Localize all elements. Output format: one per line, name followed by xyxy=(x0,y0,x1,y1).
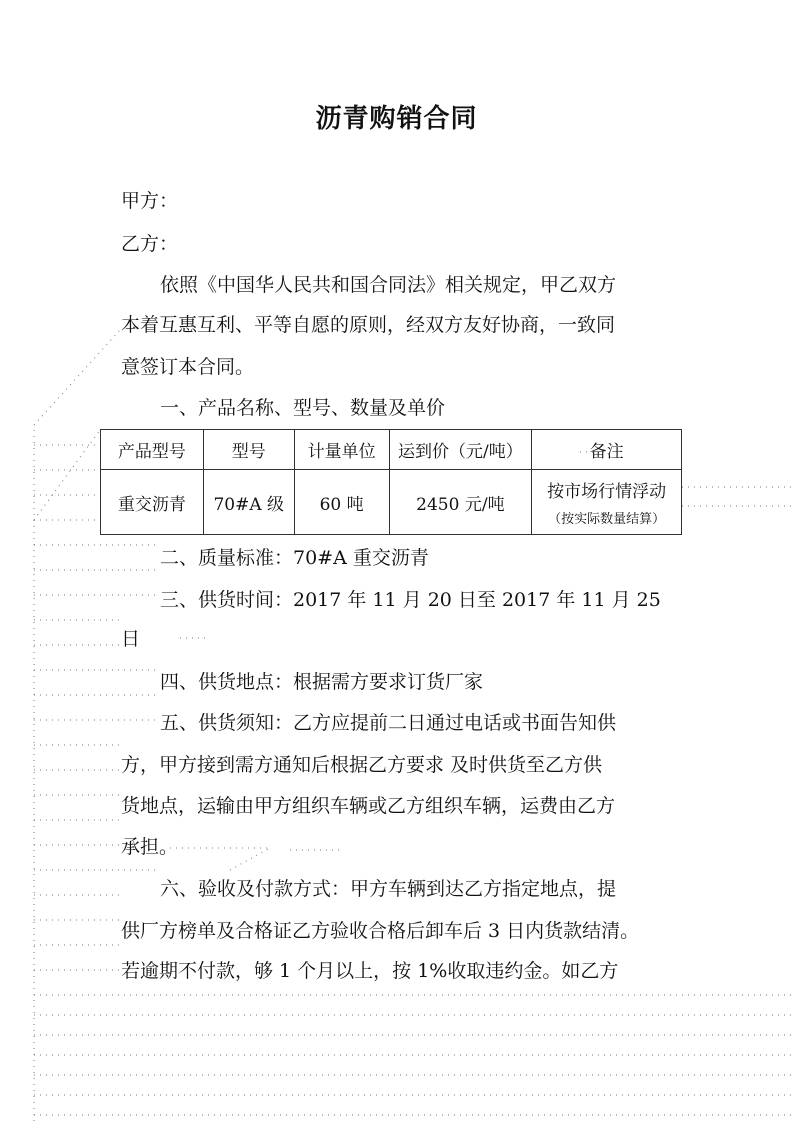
note-cell xyxy=(532,470,682,535)
table-header-cell: 产品型号 xyxy=(101,430,204,470)
section-5-line-2: 方，甲方接到需方通知后根据乙方要求 及时供货至乙方供 xyxy=(121,754,603,776)
model-cell: 70#A 级 xyxy=(203,470,294,535)
section-6-line-1: 六、验收及付款方式：甲方车辆到达乙方指定地点，提 xyxy=(160,878,617,900)
section-1-heading: 一、产品名称、型号、数量及单价 xyxy=(160,397,446,419)
table-header-cell: 备注 xyxy=(532,430,682,470)
product-cell: 重交沥青 xyxy=(101,470,204,535)
table-header-row xyxy=(101,430,682,470)
section-3-line-2: 日 xyxy=(121,628,141,650)
product-spec-table xyxy=(100,429,682,535)
table-header-cell: 计量单位 xyxy=(294,430,389,470)
table-header-cell: 运到价（元/吨） xyxy=(389,430,532,470)
table-header-cell: 型号 xyxy=(203,430,294,470)
intro-line-3: 意签订本合同。 xyxy=(121,356,255,378)
section-6-line-3: 若逾期不付款，够 1 个月以上，按 1%收取违约金。如乙方 xyxy=(121,960,619,982)
note-sub-text: （按实际数量结算） xyxy=(548,512,666,527)
price-cell: 2450 元/吨 xyxy=(389,470,532,535)
section-5-line-4: 承担。 xyxy=(121,836,179,858)
note-main-text: 按市场行情浮动 xyxy=(547,482,667,502)
unit-cell: 60 吨 xyxy=(294,470,389,535)
party-a-label: 甲方： xyxy=(121,190,179,212)
intro-line-1: 依照《中国华人民共和国合同法》相关规定，甲乙双方 xyxy=(160,274,617,296)
intro-line-2: 本着互惠互利、平等自愿的原则，经双方友好协商，一致同 xyxy=(121,314,616,336)
section-4-location: 四、供货地点：根据需方要求订货厂家 xyxy=(160,671,484,693)
party-b-label: 乙方： xyxy=(121,233,179,255)
document-title: 沥青购销合同 xyxy=(315,104,478,134)
section-6-line-2: 供厂方榜单及合格证乙方验收合格后卸车后 3 日内货款结清。 xyxy=(121,920,640,942)
section-3-line-1: 三、供货时间：2017 年 11 月 20 日至 2017 年 11 月 25 xyxy=(160,589,661,611)
table-row xyxy=(101,470,682,535)
section-2-quality: 二、质量标准：70#A 重交沥青 xyxy=(160,547,429,569)
section-5-line-1: 五、供货须知：乙方应提前二日通过电话或书面告知供 xyxy=(160,712,617,734)
section-5-line-3: 货地点，运输由甲方组织车辆或乙方组织车辆，运费由乙方 xyxy=(121,795,616,817)
